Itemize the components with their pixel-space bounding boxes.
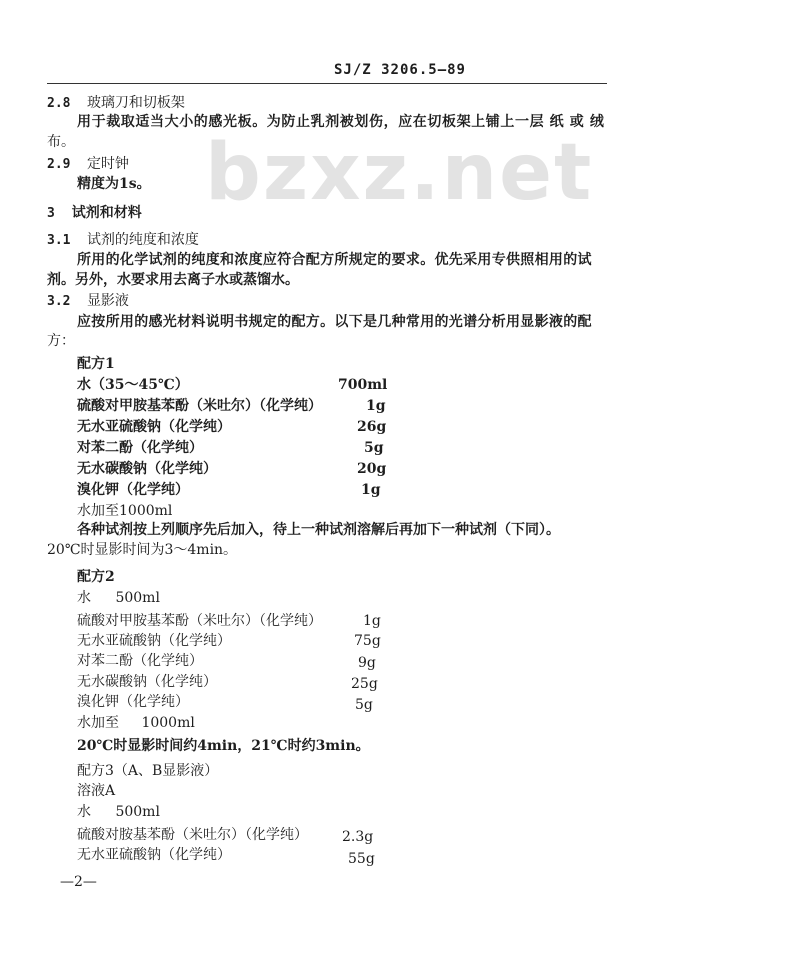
formula-1-item-qty: 1g — [366, 398, 386, 414]
section-number: 3.1 — [47, 233, 71, 248]
header-rule — [47, 83, 607, 84]
section-number: 3.2 — [47, 294, 71, 309]
formula-2-total-label: 水加至 — [77, 715, 119, 731]
formula-2-item-name: 对苯二酚（化学纯） — [77, 653, 203, 669]
section-2-9-body: 精度为1s。 — [77, 176, 151, 192]
formula-1-note-line1: 各种试剂按上列顺序先后加入，待上一种试剂溶解后再加下一种试剂（下同）。 — [77, 522, 560, 538]
section-3-2-body-line1: 应按所用的感光材料说明书规定的配方。以下是几种常用的光谱分析用显影液的配 — [77, 314, 592, 330]
formula-3-title: 配方3（A、B显影液） — [77, 763, 219, 779]
formula-3-item-name: 硫酸对胺基苯酚（米吐尔）（化学纯） — [77, 827, 308, 843]
formula-3-water-qty: 500ml — [115, 804, 160, 820]
formula-1-item-qty: 26g — [357, 419, 387, 435]
formula-2-water-qty: 500ml — [115, 590, 160, 606]
formula-2-note: 20℃时显影时间约4min，21℃时约3min。 — [77, 738, 370, 754]
formula-2-title: 配方2 — [77, 569, 115, 585]
section-3-2-body-line2: 方： — [47, 333, 75, 349]
section-3-1-heading — [47, 231, 199, 250]
formula-1-item-name: 无水碳酸钠（化学纯） — [77, 461, 217, 477]
section-number: 2.8 — [47, 96, 71, 111]
formula-2-water-name: 水 — [77, 590, 91, 606]
formula-2-item-name: 硫酸对甲胺基苯酚（米吐尔）（化学纯） — [77, 613, 322, 629]
formula-2-total-qty: 1000ml — [141, 715, 195, 731]
formula-3-item-qty: 2.3g — [342, 829, 374, 845]
formula-1-item-name: 对苯二酚（化学纯） — [77, 440, 203, 456]
section-3-2-heading — [47, 292, 129, 311]
section-2-9-heading — [47, 155, 129, 174]
section-3-heading — [47, 204, 142, 223]
section-title: 定时钟 — [86, 156, 129, 172]
formula-2-item-name: 无水亚硫酸钠（化学纯） — [77, 633, 231, 649]
section-title: 玻璃刀和切板架 — [86, 95, 185, 111]
section-title: 显影液 — [86, 293, 129, 309]
section-number: 3 — [47, 206, 55, 221]
formula-2-item-qty: 5g — [355, 697, 373, 713]
formula-1-item-qty: 1g — [361, 482, 381, 498]
formula-2-item-qty: 25g — [351, 676, 378, 692]
formula-3-subtitle: 溶液A — [77, 783, 116, 799]
formula-1-item-name: 无水亚硫酸钠（化学纯） — [77, 419, 231, 435]
formula-1-item-qty: 700ml — [338, 377, 388, 393]
formula-2-item-name: 溴化钾（化学纯） — [77, 694, 189, 710]
section-3-1-body-line2: 剂。另外，水要求用去离子水或蒸馏水。 — [47, 272, 299, 288]
section-2-8-heading — [47, 94, 185, 113]
section-3-1-body-line1: 所用的化学试剂的纯度和浓度应符合配方所规定的要求。优先采用专供照相用的试 — [77, 252, 592, 268]
formula-3-item-qty: 55g — [348, 851, 375, 867]
formula-2-water — [77, 589, 160, 607]
formula-2-item-qty: 75g — [354, 633, 381, 649]
formula-1-total: 水加至1000ml — [77, 503, 173, 519]
section-2-8-body-line2: 布。 — [47, 134, 75, 150]
formula-1-note-line2: 20℃时显影时间为3～4min。 — [47, 542, 238, 558]
formula-3-water-name: 水 — [77, 804, 91, 820]
section-number: 2.9 — [47, 157, 71, 172]
formula-1-item-name: 水（35～45℃） — [77, 377, 189, 393]
page-number: —2— — [60, 874, 97, 890]
formula-1-item-qty: 20g — [357, 461, 387, 477]
formula-2-total — [77, 714, 195, 732]
formula-1-item-qty: 5g — [364, 440, 384, 456]
formula-3-water — [77, 803, 160, 821]
formula-1-item-name: 溴化钾（化学纯） — [77, 482, 189, 498]
standard-number-header: SJ/Z 3206.5—89 — [333, 62, 466, 78]
formula-2-item-name: 无水碳酸钠（化学纯） — [77, 674, 217, 690]
section-title: 试剂和材料 — [71, 205, 142, 221]
formula-2-item-qty: 9g — [358, 655, 376, 671]
formula-1-item-name: 硫酸对甲胺基苯酚（米吐尔）（化学纯） — [77, 398, 322, 414]
formula-2-item-qty: 1g — [363, 613, 381, 629]
formula-3-item-name: 无水亚硫酸钠（化学纯） — [77, 847, 231, 863]
section-2-8-body-line1: 用于裁取适当大小的感光板。为防止乳剂被划伤，应在切板架上铺上一层 纸 或 绒 — [77, 114, 605, 130]
formula-1-title: 配方1 — [77, 356, 115, 372]
section-title: 试剂的纯度和浓度 — [86, 232, 199, 248]
watermark: bzxz.net — [205, 128, 594, 218]
